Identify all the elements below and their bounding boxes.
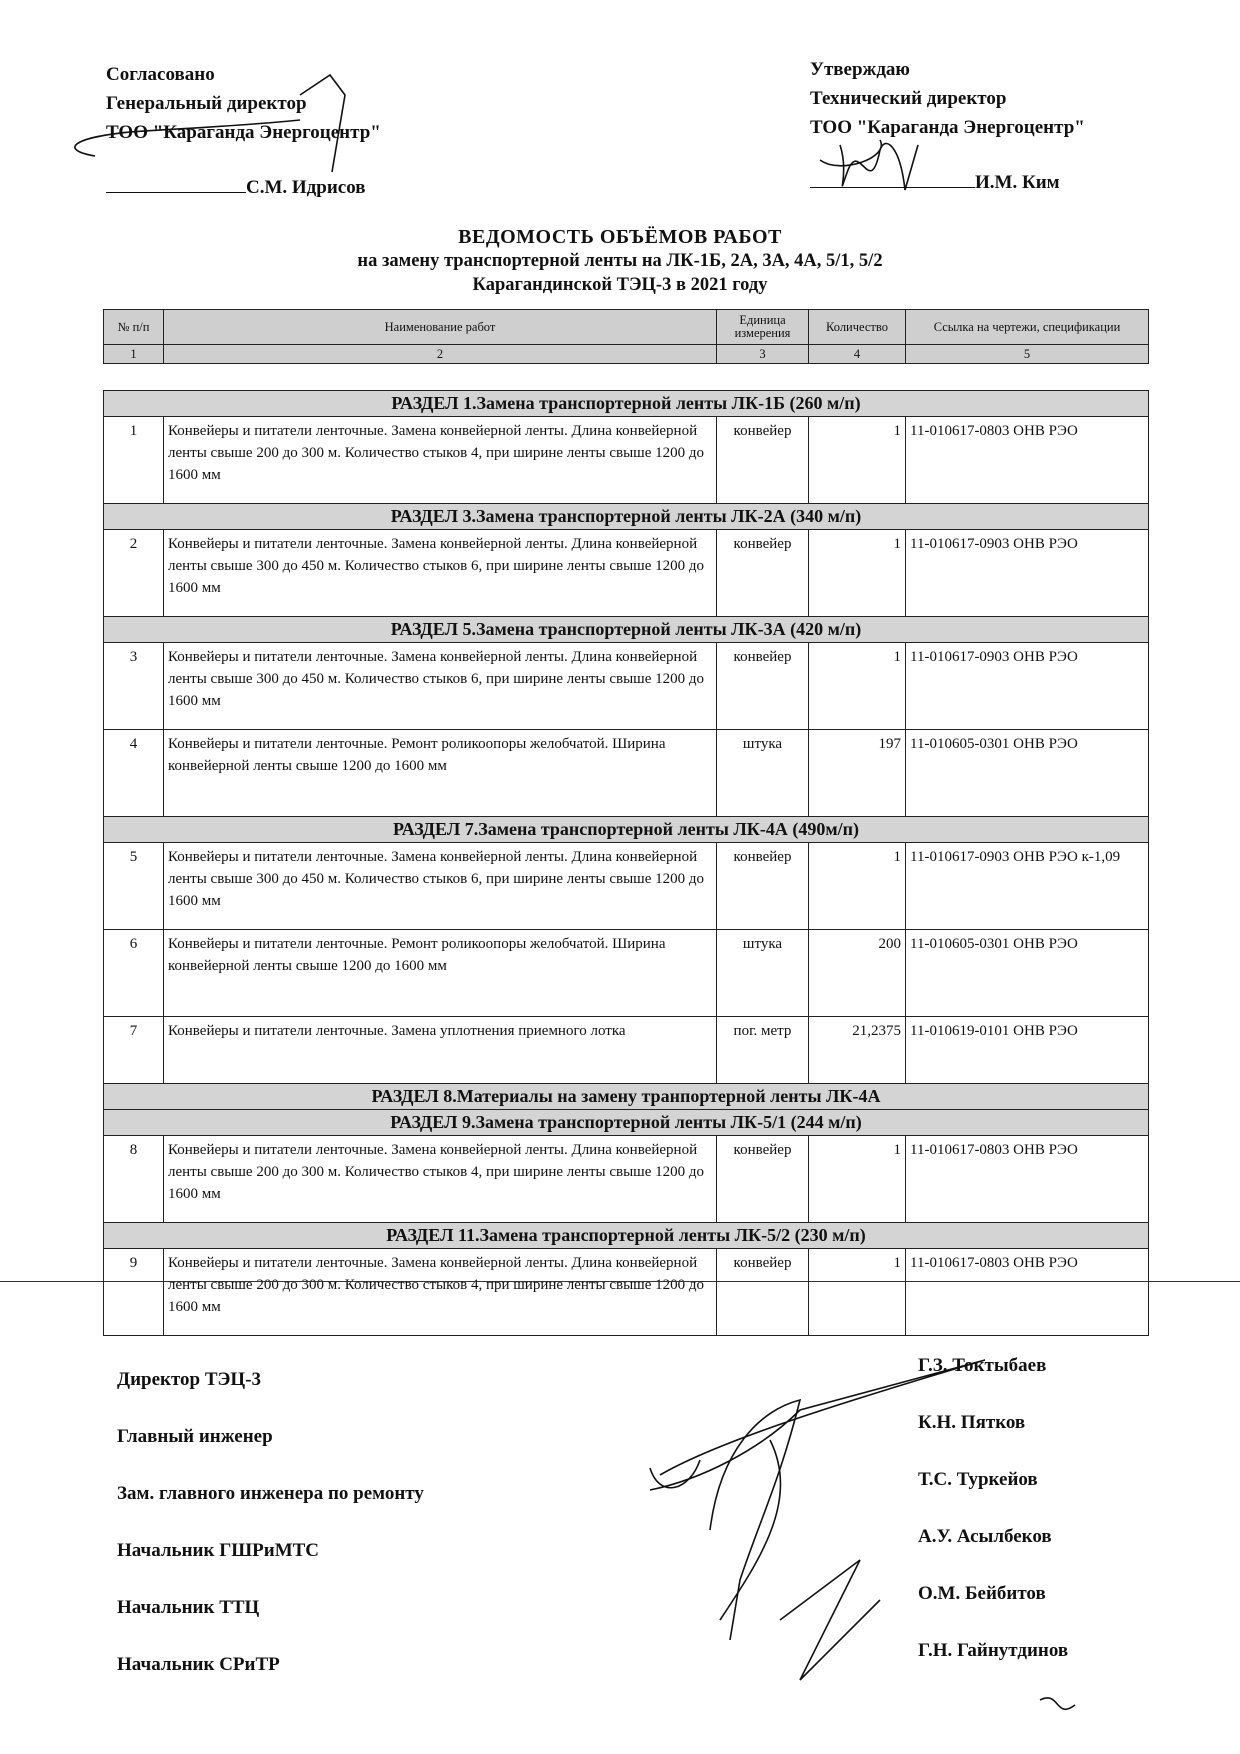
header-qty: Количество <box>809 310 906 345</box>
works-table <box>103 309 1149 1336</box>
section-row <box>104 391 1149 417</box>
col-number: 2 <box>164 345 717 364</box>
work-name: Конвейеры и питатели ленточные. Замена конвейерной ленты. Длина конвейерной ленты свыше 300 до 450 м. Количество стыков 6, при ширине ленты свыше 1200 до 1600 мм <box>164 843 717 930</box>
section-row <box>104 1110 1149 1136</box>
header-name: Наименование работ <box>164 310 717 345</box>
section-title: РАЗДЕЛ 11.Замена транспортерной ленты ЛК-5/2 (230 м/п) <box>104 1223 1149 1249</box>
approval-left-line1: Согласовано <box>106 64 215 85</box>
unit-of-measure: штука <box>717 930 809 1017</box>
document-title <box>100 225 1140 297</box>
section-row <box>104 1084 1149 1110</box>
signature-name: А.У. Асылбеков <box>918 1526 1052 1547</box>
section-title: РАЗДЕЛ 7.Замена транспортерной ленты ЛК-4А (490м/п) <box>104 817 1149 843</box>
table-body <box>104 364 1149 1336</box>
quantity: 1 <box>809 643 906 730</box>
table-row <box>104 843 1149 930</box>
signature-role: Начальник СРиТР <box>117 1654 280 1675</box>
work-name: Конвейеры и питатели ленточные. Замена конвейерной ленты. Длина конвейерной ленты свыше 300 до 450 м. Количество стыков 6, при ширине ленты свыше 1200 до 1600 мм <box>164 643 717 730</box>
section-title: РАЗДЕЛ 8.Материалы на замену транпортерной ленты ЛК-4А <box>104 1084 1149 1110</box>
signature-role: Начальник ТТЦ <box>117 1597 260 1618</box>
signature-role: Начальник ГШРиМТС <box>117 1540 320 1561</box>
col-number: 4 <box>809 345 906 364</box>
work-name: Конвейеры и питатели ленточные. Замена уплотнения приемного лотка <box>164 1017 717 1084</box>
col-number: 1 <box>104 345 164 364</box>
section-title: РАЗДЕЛ 5.Замена транспортерной ленты ЛК-3А (420 м/п) <box>104 617 1149 643</box>
signature-name: О.М. Бейбитов <box>918 1583 1046 1604</box>
unit-of-measure: конвейер <box>717 643 809 730</box>
row-number: 9 <box>104 1249 164 1336</box>
row-number: 2 <box>104 530 164 617</box>
unit-of-measure: пог. метр <box>717 1017 809 1084</box>
signature-name: Г.З. Токтыбаев <box>918 1355 1047 1376</box>
reference: 11-010605-0301 ОНВ РЭО <box>906 730 1149 817</box>
reference: 11-010617-0903 ОНВ РЭО к-1,09 <box>906 843 1149 930</box>
quantity: 21,2375 <box>809 1017 906 1084</box>
row-number: 8 <box>104 1136 164 1223</box>
unit-of-measure: конвейер <box>717 1136 809 1223</box>
reference: 11-010619-0101 ОНВ РЭО <box>906 1017 1149 1084</box>
work-name: Конвейеры и питатели ленточные. Ремонт роликоопоры желобчатой. Ширина конвейерной ленты свыше 1200 до 1600 мм <box>164 730 717 817</box>
quantity: 197 <box>809 730 906 817</box>
signature-role: Директор ТЭЦ-3 <box>117 1369 262 1390</box>
table-row <box>104 417 1149 504</box>
approval-left-line3: ТОО "Караганда Энергоцентр" <box>106 122 381 143</box>
approval-left-name: С.М. Идрисов <box>246 177 366 198</box>
table-row <box>104 730 1149 817</box>
reference: 11-010617-0803 ОНВ РЭО <box>906 1136 1149 1223</box>
approval-right-name: И.М. Ким <box>975 172 1060 193</box>
approval-right-line3: ТОО "Караганда Энергоцентр" <box>810 117 1085 138</box>
row-number: 1 <box>104 417 164 504</box>
section-row <box>104 617 1149 643</box>
unit-of-measure: конвейер <box>717 530 809 617</box>
quantity: 1 <box>809 417 906 504</box>
table-row <box>104 1017 1149 1084</box>
approval-right-line1: Утверждаю <box>810 59 910 80</box>
table-row <box>104 1249 1149 1336</box>
section-title: РАЗДЕЛ 1.Замена транспортерной ленты ЛК-1Б (260 м/п) <box>104 391 1149 417</box>
section-row <box>104 817 1149 843</box>
section-title: РАЗДЕЛ 9.Замена транспортерной ленты ЛК-5/1 (244 м/п) <box>104 1110 1149 1136</box>
unit-of-measure: конвейер <box>717 1249 809 1336</box>
signature-role: Зам. главного инженера по ремонту <box>117 1483 424 1504</box>
title-line2: на замену транспортерной ленты на ЛК-1Б, 2А, 3А, 4А, 5/1, 5/2 <box>357 251 883 271</box>
approval-right <box>810 55 1085 197</box>
reference: 11-010617-0903 ОНВ РЭО <box>906 530 1149 617</box>
approval-left <box>106 60 381 202</box>
quantity: 200 <box>809 930 906 1017</box>
header-ref: Ссылка на чертежи, спецификации <box>906 310 1149 345</box>
title-line1: ВЕДОМОСТЬ ОБЪЁМОВ РАБОТ <box>458 226 782 248</box>
work-name: Конвейеры и питатели ленточные. Замена конвейерной ленты. Длина конвейерной ленты свыше 200 до 300 м. Количество стыков 4, при ширине ленты свыше 1200 до 1600 мм <box>164 1249 717 1336</box>
work-name: Конвейеры и питатели ленточные. Ремонт роликоопоры желобчатой. Ширина конвейерной ленты свыше 1200 до 1600 мм <box>164 930 717 1017</box>
reference: 11-010617-0803 ОНВ РЭО <box>906 417 1149 504</box>
work-name: Конвейеры и питатели ленточные. Замена конвейерной ленты. Длина конвейерной ленты свыше 200 до 300 м. Количество стыков 4, при ширине ленты свыше 1200 до 1600 мм <box>164 417 717 504</box>
row-number: 3 <box>104 643 164 730</box>
unit-of-measure: конвейер <box>717 417 809 504</box>
row-number: 6 <box>104 930 164 1017</box>
work-name: Конвейеры и питатели ленточные. Замена конвейерной ленты. Длина конвейерной ленты свыше 300 до 450 м. Количество стыков 6, при ширине ленты свыше 1200 до 1600 мм <box>164 530 717 617</box>
table-header-row <box>104 310 1149 345</box>
row-number: 4 <box>104 730 164 817</box>
unit-of-measure: штука <box>717 730 809 817</box>
approval-left-line2: Генеральный директор <box>106 93 307 114</box>
quantity: 1 <box>809 843 906 930</box>
scan-line <box>0 1281 1240 1282</box>
signature-name: Г.Н. Гайнутдинов <box>918 1640 1069 1661</box>
reference: 11-010617-0903 ОНВ РЭО <box>906 643 1149 730</box>
table-row <box>104 530 1149 617</box>
header-unit: Единица измерения <box>717 310 809 345</box>
col-number: 3 <box>717 345 809 364</box>
signature-name: К.Н. Пятков <box>918 1412 1026 1433</box>
signature-role: Главный инженер <box>117 1426 273 1447</box>
work-name: Конвейеры и питатели ленточные. Замена конвейерной ленты. Длина конвейерной ленты свыше 200 до 300 м. Количество стыков 4, при ширине ленты свыше 1200 до 1600 мм <box>164 1136 717 1223</box>
column-number-row <box>104 345 1149 364</box>
quantity: 1 <box>809 1136 906 1223</box>
section-row <box>104 504 1149 530</box>
table-row <box>104 1136 1149 1223</box>
quantity: 1 <box>809 1249 906 1336</box>
reference: 11-010617-0803 ОНВ РЭО <box>906 1249 1149 1336</box>
approval-right-line2: Технический директор <box>810 88 1007 109</box>
header-num: № п/п <box>104 310 164 345</box>
table-row <box>104 930 1149 1017</box>
unit-of-measure: конвейер <box>717 843 809 930</box>
row-number: 5 <box>104 843 164 930</box>
col-number: 5 <box>906 345 1149 364</box>
quantity: 1 <box>809 530 906 617</box>
section-title: РАЗДЕЛ 3.Замена транспортерной ленты ЛК-2А (340 м/п) <box>104 504 1149 530</box>
title-line3: Карагандинской ТЭЦ-3 в 2021 году <box>472 275 768 295</box>
table-row <box>104 643 1149 730</box>
row-number: 7 <box>104 1017 164 1084</box>
signature-name: Т.С. Туркейов <box>918 1469 1038 1490</box>
reference: 11-010605-0301 ОНВ РЭО <box>906 930 1149 1017</box>
section-row <box>104 1223 1149 1249</box>
spacer-row <box>104 364 1149 391</box>
